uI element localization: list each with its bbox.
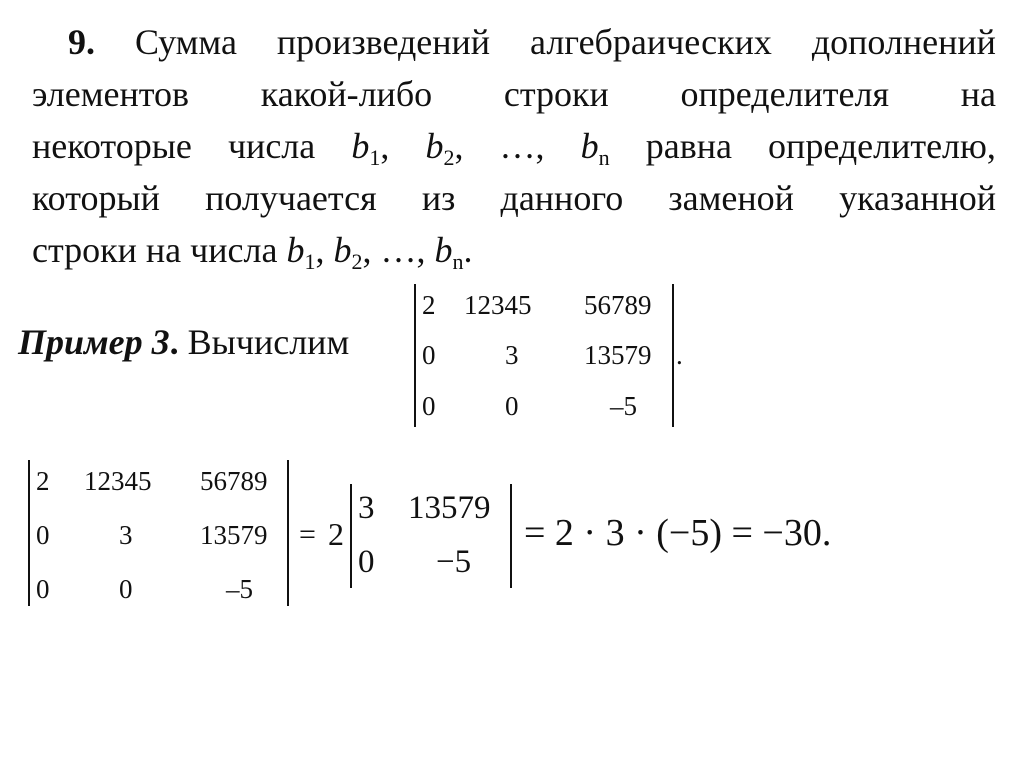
math-bn: $b_n$ [580,126,610,170]
word: указанной [839,178,996,218]
word: данного [500,178,624,218]
determinant-left-bar [414,284,416,427]
word: определителю, [768,126,996,166]
math-ellipsis: …, [380,230,426,270]
det-cell: 12345 [84,466,152,496]
paragraph-line-2 [32,72,996,116]
word: который [32,178,160,218]
det-cell: 56789 [584,290,652,320]
computation-result: = 2 · 3 · (−5) = −30. [524,512,832,554]
word: равна [645,126,732,166]
det-cell: 0 [119,574,133,604]
math-b2: $b_2$, [333,230,372,274]
word: строки [503,74,609,114]
word: алгебраических [530,22,772,62]
determinant-right-bar [287,460,289,606]
minor-determinant [350,484,520,588]
math-b1: $b_1$, [286,230,325,274]
det-cell: 3 [119,520,133,550]
minor-cell: 0 [358,544,375,580]
word: дополнений [811,22,996,62]
minor-cell: −5 [436,544,472,580]
word: Сумма [134,22,237,62]
minor-cell: 3 [358,490,375,526]
example-heading [18,320,349,364]
paragraph-line-3 [32,124,996,168]
word: получается [205,178,377,218]
det-cell: 0 [36,574,50,604]
det-cell: 0 [422,340,436,370]
det-cell: 0 [505,391,519,421]
math-ellipsis: …, [499,126,545,166]
word: произведений [276,22,491,62]
determinant-left-bar [28,460,30,606]
word: на [960,74,996,114]
paragraph-line-1 [68,20,996,64]
word: элементов [32,74,190,114]
word: заменой [668,178,794,218]
det-cell: 2 [36,466,50,496]
minor-cell: 13579 [408,490,491,526]
math-b2: $b_2$, [425,126,464,170]
det-cell: 56789 [200,466,268,496]
word: из [421,178,456,218]
example-determinant [414,282,704,432]
property-9-paragraph [32,20,996,280]
example-label: Пример 3. [18,322,179,362]
word: некоторые [32,126,192,166]
equals-sign: = [299,518,316,551]
det-cell: 12345 [464,290,532,320]
determinant-left-bar [350,484,352,588]
property-number: 9. [68,22,95,62]
det-cell: –5 [610,391,637,421]
det-cell: –5 [226,574,253,604]
det-cell: 0 [36,520,50,550]
det-cell: 0 [422,391,436,421]
paragraph-line-5 [32,228,472,272]
computation-determinant [28,458,298,608]
math-bn: $b_n$. [434,230,473,274]
factor-two: 2 [328,516,344,552]
paragraph-line-4 [32,176,996,220]
word: какой-либо [260,74,433,114]
determinant-right-bar [510,484,512,588]
det-trailing-period: . [676,340,683,370]
det-cell: 2 [422,290,436,320]
det-cell: 13579 [584,340,652,370]
example-text: Вычислим [178,322,350,362]
word: строки на числа [32,230,278,270]
word: определителя [680,74,890,114]
det-cell: 13579 [200,520,268,550]
det-cell: 3 [505,340,519,370]
math-b1: $b_1$, [351,126,390,170]
word: числа [227,126,316,166]
determinant-right-bar [672,284,674,427]
